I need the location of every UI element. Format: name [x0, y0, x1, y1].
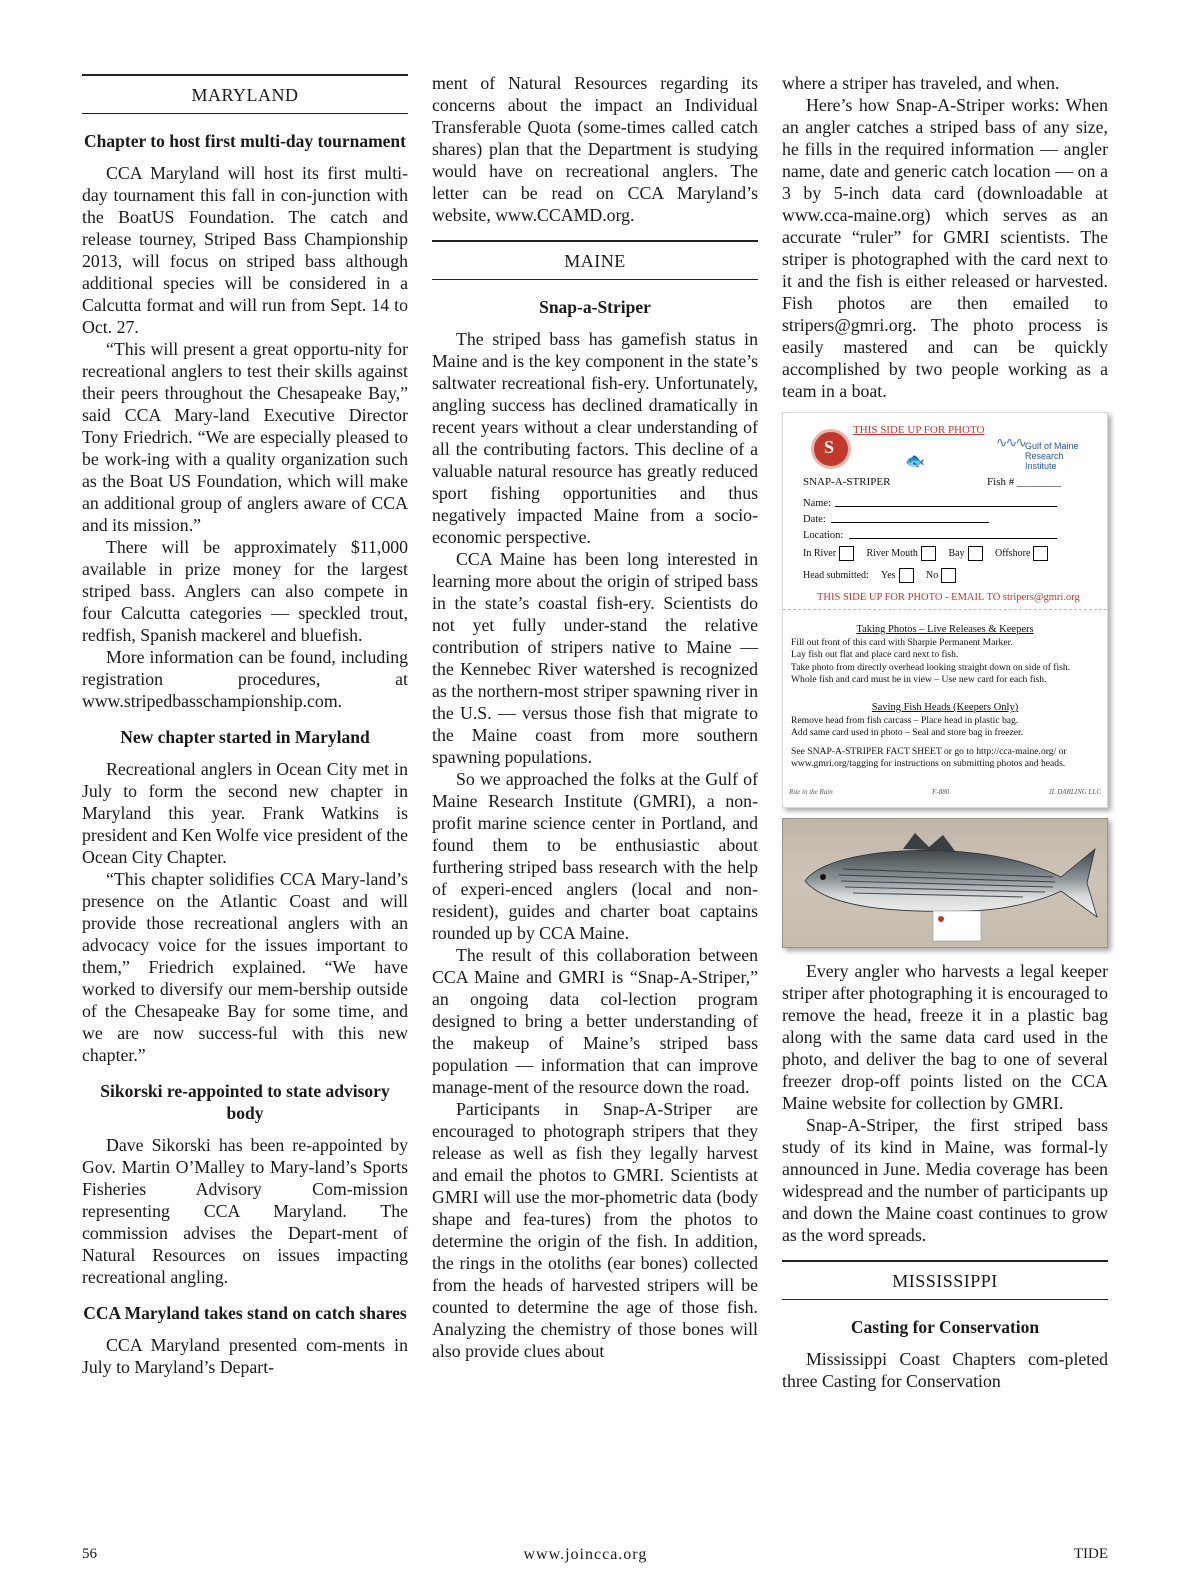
card-name-line — [835, 506, 1057, 507]
option-bay: Bay — [948, 548, 965, 559]
headline-snap-a-striper: Snap-a-Striper — [539, 297, 651, 317]
checkbox-icon — [839, 546, 854, 561]
paragraph: Recreational anglers in Ocean City met in July to form the second new chapter in Maryland this year. Frank Watkins is president and Ken Wolfe vice president of the Ocean City Chapter. — [82, 759, 408, 867]
magazine-name: TIDE — [1073, 1546, 1108, 1562]
headline-catch-shares: CCA Maryland takes stand on catch shares — [83, 1303, 407, 1323]
section-heading-mississippi: MISSISSIPPI — [782, 1260, 1108, 1300]
card-subhead-heads: Saving Fish Heads (Keepers Only) — [871, 702, 1019, 713]
checkbox-icon — [968, 546, 983, 561]
gmri-logo: Gulf of Maine Research Institute — [1025, 441, 1079, 471]
checkbox-icon — [1033, 546, 1048, 561]
paragraph: Here’s how Snap-A-Striper works: When an angler catches a striped bass of any size, he fills in the required information — angler name, date and generic catch location — on a 3 by 5-inch data card (downloadable at www.cca-maine.org) which serves as an accurate “ruler” for GMRI scientists. The striper is photographed with the card next to it and the fish is either released or harvested. Fish photos are then emailed to stripers@gmri.org. The photo process is easily mastered and can be quickly accomplished by two people working as a team in a boat. — [782, 95, 1108, 401]
headline-new-chapter: New chapter started in Maryland — [120, 727, 370, 747]
paragraph: Mississippi Coast Chapters com-pleted three Casting for Conservation — [782, 1349, 1108, 1391]
option-no: No — [926, 570, 939, 581]
page-number: 56 — [82, 1546, 97, 1562]
paragraph: “This chapter solidifies CCA Mary-land’s presence on the Atlantic Coast and will provide those recreational anglers with an advocacy voice for the issues important to them,” Friedrich explained. “We have worked to diversify our mem-bership outside of the Chesapeake Bay for some time, and we are now success-ful with this new chapter.” — [82, 869, 408, 1065]
paragraph: Participants in Snap-A-Striper are encouraged to photograph stripers that they release as well as fish they legally harvest and email the photos to GMRI. Scientists at GMRI will use the mor-phometric data (body shape and fea-tures) from the photos to determine the origin of the fish. In addition, the rings in the otoliths (ear bones) collected from the heads of harvested stripers will be counted to determine the age of those fish. Analyzing the chemistry of those bones will also provide clues about — [432, 1099, 758, 1361]
card-instructions-heads: Remove head from fish carcass – Place head in plastic bag. Add same card used in photo – Seal and store bag in freezer. See SNAP-A-STRIPER FACT SHEET or go to http://cca-maine.org/ or www.gmri.org/tagging for instructions on submitting photos and heads. — [791, 715, 1067, 770]
paragraph: The result of this collaboration between CCA Maine and GMRI is “Snap-A-Striper,” an ongoing data col-lection program designed to bring a better understanding of the makeup of Maine’s striped bass population — information that can improve manage-ment of the resource down the road. — [432, 945, 758, 1097]
card-head-submitted — [803, 565, 966, 587]
headline-casting: Casting for Conservation — [850, 1317, 1040, 1337]
snap-a-striper-data-card — [782, 412, 1108, 808]
paragraph: CCA Maryland will host its first multi-day tournament this fall in con-junction with the BoatUS Foundation. The catch and release tourney, Striped Bass Championship 2013, will focus on striped bass although additional species will be considered in a Calcutta format and will run from Sept. 14 to Oct. 27. — [82, 163, 408, 337]
option-yes: Yes — [880, 570, 896, 581]
head-submitted-label: Head submitted: — [803, 570, 869, 581]
card-location-line — [849, 538, 1057, 539]
page-footer — [82, 1546, 1108, 1564]
dna-helix-icon: ∿∿∿ — [995, 436, 1025, 451]
card-name-label: Name: — [803, 498, 831, 509]
striped-bass-photo — [782, 818, 1108, 948]
paragraph: ment of Natural Resources regarding its concerns about the impact an Individual Transferable Quota (some-times called catch shares) plan that the Department is studying would have on recreational anglers. The letter can be read on CCA Maryland’s website, www.CCAMD.org. — [432, 73, 758, 225]
paragraph: So we approached the folks at the Gulf of Maine Research Institute (GMRI), a non-profit marine science center in Portland, and found them to be enthusiastic about furthering striped bass research with the help of experi-enced anglers (local and non-resident), guides and charter boat captains rounded up by CCA Maine. — [432, 769, 758, 943]
checkbox-icon — [921, 546, 936, 561]
card-top-label: THIS SIDE UP FOR PHOTO — [853, 424, 985, 436]
headline-tournament: Chapter to host first multi-day tournament — [84, 131, 406, 151]
checkbox-icon — [899, 568, 914, 583]
paragraph: Snap-A-Striper, the first striped bass study of its kind in Maine, was formal-ly announced in June. Media coverage has been widespread and the number of participants up and down the Maine coast continues to grow as the word spreads. — [782, 1115, 1108, 1245]
card-date-line — [831, 522, 989, 523]
card-location-label: Location: — [803, 530, 844, 541]
striped-bass-image — [783, 819, 1107, 947]
column-1 — [82, 72, 408, 1378]
paragraph: More information can be found, including registration procedures, at www.stripedbasschampionship.com. — [82, 647, 408, 711]
paragraph: CCA Maryland presented com-ments in July to Maryland’s Depart- — [82, 1335, 408, 1377]
paragraph: Dave Sikorski has been re-appointed by Gov. Martin O’Malley to Mary-land’s Sports Fisheries Advisory Com-mission representing CCA Maryland. The commission advises the Depart-ment of Natural Resources on issues impacting recreational angling. — [82, 1135, 408, 1287]
option-in-river: In River — [803, 548, 837, 559]
card-title: SNAP-A-STRIPER — [803, 476, 891, 488]
paragraph: “This will present a great opportu-nity for recreational anglers to test their skills against their peers throughout the Chesapeake Bay,” said CCA Mary-land Executive Director Tony Friedrich. “We are especially pleased to be work-ing with a quality organization such as the Boat US Foundation, which will make an additional group of anglers aware of CCA and its mission.” — [82, 339, 408, 535]
option-river-mouth: River Mouth — [866, 548, 918, 559]
card-divider — [783, 609, 1107, 610]
card-date-label: Date: — [803, 514, 826, 525]
card-subhead-photos: Taking Photos – Live Releases & Keepers — [856, 624, 1034, 635]
checkbox-icon — [941, 568, 956, 583]
column-2 — [432, 72, 758, 1362]
footer-url: www.joincca.org — [523, 1546, 648, 1563]
card-email-label: THIS SIDE UP FOR PHOTO - EMAIL TO stripers@gmri.org — [817, 592, 1080, 603]
headline-sikorski: Sikorski re-appointed to state advisory body — [100, 1081, 390, 1123]
paragraph: CCA Maine has been long interested in learning more about the origin of striped bass in the state’s coastal fish-ery. Scientists do not yet fully under-stand the relative contribution of stripers native to Maine — the Kennebec River watershed is recognized as the northern-most striper spawning river in the U.S. — versus those fish that migrate to the Maine coast from more southern spawning populations. — [432, 549, 758, 767]
paragraph: There will be approximately $11,000 available in prize money for the largest striped bass. Anglers can also compete in four Calcutta categories — speckled trout, redfish, Spanish mackerel and bluefish. — [82, 537, 408, 645]
paragraph: The striped bass has gamefish status in Maine and is the key component in the state’s saltwater recreational fish-ery. Unfortunately, angling success has declined dramatically in recent years without a clear understanding of all the contributing factors. This decline of a valuable natural resource has greatly reduced sport fishing opportunities and thus negatively impacted Maine from a socio-economic perspective. — [432, 329, 758, 547]
section-heading-maine: MAINE — [432, 240, 758, 280]
card-footer: Rite in the Rain F-880 JL DARLING LLC — [789, 788, 1101, 796]
paragraph: where a striper has traveled, and when. — [782, 73, 1060, 93]
cca-logo-icon — [811, 429, 851, 469]
option-offshore: Offshore — [995, 548, 1031, 559]
paragraph: Every angler who harvests a legal keeper striper after photographing it is encouraged to remove the head, freeze it in a plastic bag along with the same data card used in the photo, and deliver the bag to one of several freezer drop-off points listed on the CCA Maine website for collection by GMRI. — [782, 961, 1108, 1113]
fish-illustration-icon: 🐟 — [905, 453, 925, 470]
card-fish-number: Fish # ________ — [987, 476, 1061, 488]
section-heading-maryland: MARYLAND — [82, 74, 408, 114]
column-3 — [782, 72, 1108, 1392]
card-location-options — [803, 543, 1058, 565]
card-instructions-photos: Fill out front of this card with Sharpie Permanent Marker. Lay fish out flat and place card next to fish. Take photo from directly overhead looking straight down on side of fish. Whole fish and card must be in view – Use new card for each fish. — [791, 637, 1071, 686]
